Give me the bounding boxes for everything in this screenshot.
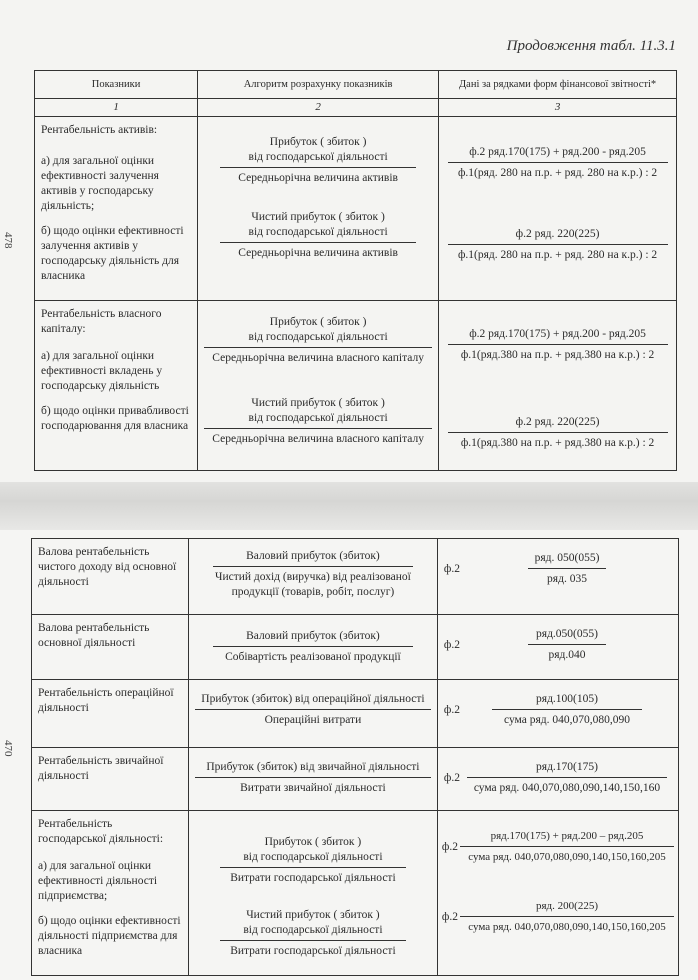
indicator-b: б) щодо оцінки привабливості господарювання для власника	[41, 405, 189, 432]
denominator: сума ряд. 040,070,080,090,140,150,160,205	[468, 851, 666, 863]
data-cell	[437, 748, 678, 811]
denominator: Собівартість реалізованої продукції	[225, 651, 401, 663]
numerator: ф.2 ряд.170(175) + ряд.200 - ряд.205	[448, 327, 668, 345]
denominator: ф.1(ряд.380 на п.р. + ряд.380 на к.р.) : 2	[460, 437, 655, 449]
table-bottom	[31, 538, 679, 976]
form-prefix: ф.2	[443, 771, 460, 784]
formula-fraction	[220, 135, 416, 186]
indicator-cell: Рентабельність звичайної діяльності	[32, 748, 189, 811]
indicator-title: Рентабельність власного капіталу:	[41, 308, 162, 335]
indicator-cell: Валова рентабельність основної діяльності	[32, 615, 189, 680]
table-row	[32, 539, 679, 615]
data-cell	[437, 539, 678, 615]
indicator-cell: Рентабельність операційної діяльності	[32, 680, 189, 748]
denominator: Витрати звичайної діяльності	[240, 782, 386, 794]
header-col3: Дані за рядками форм фінансової звітності*	[439, 71, 677, 99]
numerator-line1: Чистий прибуток ( збиток )	[251, 397, 385, 409]
indicator-title: Рентабельність активів:	[41, 124, 158, 136]
numerator-line1: Прибуток ( збиток )	[269, 136, 367, 148]
page-number-bottom: 470	[2, 740, 14, 757]
formula-fraction	[204, 396, 432, 447]
data-formula	[444, 551, 672, 587]
table-top	[34, 70, 677, 471]
data-fraction	[492, 692, 642, 728]
denominator: Витрати господарської діяльності	[230, 945, 396, 957]
data-cell	[439, 117, 677, 301]
denominator: ряд. 035	[547, 573, 587, 585]
numerator-line2: від господарської діяльності	[248, 151, 388, 163]
algorithm-cell	[188, 615, 437, 680]
denominator: сума ряд. 040,070,080,090,140,150,160,205	[468, 921, 666, 933]
form-prefix: ф.2	[443, 638, 460, 651]
denominator: Середньорічна величина власного капіталу	[212, 433, 424, 445]
data-fraction	[448, 327, 668, 363]
table-row	[32, 748, 679, 811]
indicator-b: б) щодо оцінки ефективності діяльності підприємства для власника	[38, 915, 181, 957]
numerator: ряд. 200(225)	[460, 899, 674, 917]
data-fraction	[528, 627, 606, 663]
numerator: ф.2 ряд. 220(225)	[448, 227, 668, 245]
algorithm-cell	[188, 539, 437, 615]
numerator: Прибуток (збиток) від звичайної діяльності	[195, 760, 431, 778]
numerator-line2: від господарської діяльності	[248, 412, 388, 424]
formula-fraction	[220, 835, 406, 886]
table-caption: Продовження табл. 11.3.1	[506, 38, 676, 54]
indicator-cell: Валова рентабельність чистого доходу від основної діяльності	[32, 539, 189, 615]
numerator: ряд.170(175) + ряд.200 – ряд.205	[460, 829, 674, 847]
data-cell	[437, 811, 678, 976]
data-cell	[437, 680, 678, 748]
numerator-line1: Чистий прибуток ( збиток )	[251, 211, 385, 223]
formula-fraction	[195, 692, 431, 728]
denominator: Середньорічна величина активів	[238, 247, 398, 259]
numerator: ряд.100(105)	[492, 692, 642, 710]
numerator: Валовий прибуток (збиток)	[213, 629, 413, 647]
data-fraction	[448, 415, 668, 451]
numerator: Валовий прибуток (збиток)	[213, 549, 413, 567]
denominator: Чистий дохід (виручка) від реалізованої продукції (товарів, робіт, послуг)	[214, 571, 411, 598]
data-formula	[444, 692, 672, 728]
indicator-cell	[32, 811, 189, 976]
denominator: Середньорічна величина власного капіталу	[212, 352, 424, 364]
formula-fraction	[213, 629, 413, 665]
col-number-1: 1	[35, 99, 198, 117]
page-number-top: 478	[2, 232, 14, 249]
data-formula	[444, 760, 672, 796]
data-formula	[442, 899, 674, 935]
indicator-title: Рентабельність господарської діяльності:	[38, 818, 164, 845]
header-col2: Алгоритм розрахунку показників	[198, 71, 439, 99]
algorithm-cell	[188, 680, 437, 748]
formula-fraction	[204, 315, 432, 366]
form-prefix: ф.2	[441, 910, 458, 923]
table-row	[35, 301, 677, 471]
indicator-cell	[35, 117, 198, 301]
indicator-cell	[35, 301, 198, 471]
data-cell	[439, 301, 677, 471]
denominator: ф.1(ряд. 280 на п.р. + ряд. 280 на к.р.) : 2	[457, 167, 658, 179]
col-number-3: 3	[439, 99, 677, 117]
header-col1: Показники	[35, 71, 198, 99]
indicator-a: а) для загальної оцінки ефективності залучення активів у господарську діяльність;	[41, 155, 159, 212]
formula-fraction	[195, 760, 431, 796]
numerator-line1: Прибуток ( збиток )	[269, 316, 367, 328]
numerator-line2: від господарської діяльності	[243, 924, 383, 936]
denominator: сума ряд. 040,070,080,090	[504, 714, 630, 726]
page-gutter	[0, 482, 698, 530]
numerator-line2: від господарської діяльності	[248, 331, 388, 343]
denominator: Середньорічна величина активів	[238, 172, 398, 184]
numerator-line2: від господарської діяльності	[248, 226, 388, 238]
formula-fraction	[220, 908, 406, 959]
header-row	[35, 71, 677, 99]
data-formula	[444, 627, 672, 663]
numerator: ф.2 ряд.170(175) + ряд.200 - ряд.205	[448, 145, 668, 163]
denominator: ряд.040	[548, 649, 586, 661]
indicator-a: а) для загальної оцінки ефективності вкладень у господарську діяльність	[41, 350, 163, 392]
numerator-line2: від господарської діяльності	[243, 851, 383, 863]
data-formula	[442, 829, 674, 865]
algorithm-cell	[188, 811, 437, 976]
denominator: Витрати господарської діяльності	[230, 872, 396, 884]
numerator: ряд. 050(055)	[528, 551, 606, 569]
denominator: ф.1(ряд.380 на п.р. + ряд.380 на к.р.) : 2	[460, 349, 655, 361]
table-row	[32, 615, 679, 680]
data-fraction	[448, 145, 668, 181]
numerator: ряд.170(175)	[467, 760, 667, 778]
indicator-b: б) щодо оцінки ефективності залучення активів у господарську діяльність для власника	[41, 225, 184, 282]
table-row	[32, 811, 679, 976]
formula-fraction	[213, 549, 413, 600]
numerator: ряд.050(055)	[528, 627, 606, 645]
table-row	[35, 117, 677, 301]
numerator: ф.2 ряд. 220(225)	[448, 415, 668, 433]
data-fraction	[528, 551, 606, 587]
denominator: Операційні витрати	[264, 714, 362, 726]
form-prefix: ф.2	[443, 703, 460, 716]
formula-fraction	[220, 210, 416, 261]
algorithm-cell	[188, 748, 437, 811]
indicator-a: а) для загальної оцінки ефективності діяльності підприємства;	[38, 860, 158, 902]
algorithm-cell	[198, 117, 439, 301]
numerator: Прибуток (збиток) від операційної діяльності	[195, 692, 431, 710]
numerator-line1: Прибуток ( збиток )	[264, 836, 362, 848]
data-fraction	[467, 760, 667, 796]
data-fraction	[460, 899, 674, 935]
denominator: ф.1(ряд. 280 на п.р. + ряд. 280 на к.р.) : 2	[457, 249, 658, 261]
form-prefix: ф.2	[443, 562, 460, 575]
denominator: сума ряд. 040,070,080,090,140,150,160	[473, 782, 661, 794]
numerator-line1: Чистий прибуток ( збиток )	[246, 909, 380, 921]
table-row	[32, 680, 679, 748]
header-number-row	[35, 99, 677, 117]
data-fraction	[460, 829, 674, 865]
data-cell	[437, 615, 678, 680]
data-fraction	[448, 227, 668, 263]
form-prefix: ф.2	[441, 840, 458, 853]
algorithm-cell	[198, 301, 439, 471]
col-number-2: 2	[198, 99, 439, 117]
